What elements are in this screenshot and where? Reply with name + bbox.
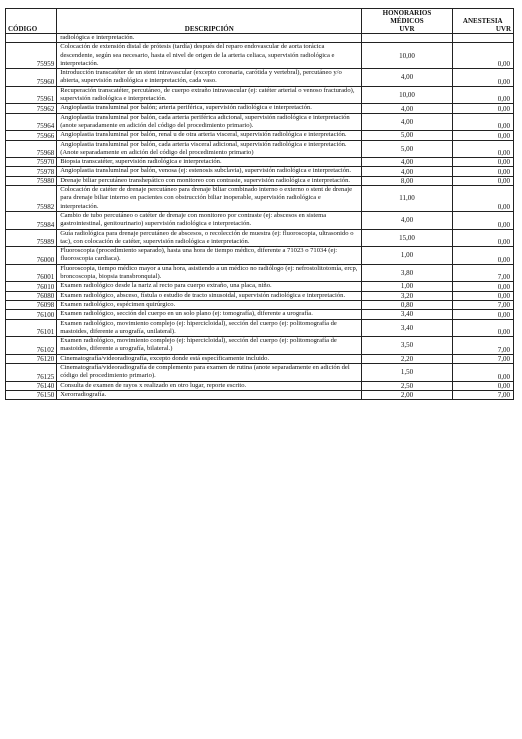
code-cell: 75960	[6, 69, 57, 87]
code-cell: 76001	[6, 264, 57, 282]
fees-cell: 5,00	[362, 131, 452, 140]
fees-cell: 2,00	[362, 390, 452, 399]
code-cell: 76080	[6, 291, 57, 300]
table-row	[6, 381, 514, 390]
anesthesia-cell	[452, 34, 513, 43]
fees-cell: 1,50	[362, 363, 452, 381]
table-row	[6, 300, 514, 309]
description-cell: Xerorradiografía.	[57, 390, 362, 399]
anesthesia-cell: 7,00	[452, 264, 513, 282]
code-cell: 76010	[6, 282, 57, 291]
anesthesia-cell: 0,00	[452, 167, 513, 176]
anesthesia-cell: 0,00	[452, 319, 513, 337]
description-cell: Cinematografía/videoradiografía de complemento para examen de rutina (anote separadamente en adición del código del procedimiento primario).	[57, 363, 362, 381]
table-row	[6, 43, 514, 69]
anesthesia-header: ANESTESIA	[452, 9, 513, 26]
fees-cell: 4,00	[362, 69, 452, 87]
table-row	[6, 282, 514, 291]
code-cell: 75970	[6, 158, 57, 167]
table-row	[6, 310, 514, 319]
fees-cell: 2,20	[362, 354, 452, 363]
code-cell: 76150	[6, 390, 57, 399]
description-cell: Examen radiológico, movimiento complejo (ej: hipercicloidal), sección del cuerpo (ej: politomografía de mastoides, diferente a urografía, unilateral).	[57, 319, 362, 337]
description-cell: Fluoroscopia, tiempo médico mayor a una hora, asistiendo a un médico no radiólogo (ej: nefrostolitotomía, ercp, broncoscopia, biopsia transbronquial).	[57, 264, 362, 282]
fees-cell: 0,80	[362, 300, 452, 309]
table-row	[6, 319, 514, 337]
table-row	[6, 158, 514, 167]
fee-schedule-sheet	[5, 8, 514, 400]
description-cell: Cinematografía/videoradiografía, excepto donde está específicamente incluido.	[57, 354, 362, 363]
table-row	[6, 337, 514, 355]
code-header-spacer	[6, 9, 57, 26]
code-cell: 76098	[6, 300, 57, 309]
code-cell: 76120	[6, 354, 57, 363]
fees-cell: 4,00	[362, 113, 452, 131]
anesthesia-cell: 7,00	[452, 390, 513, 399]
description-cell: Drenaje biliar percutáneo transhepático con monitoreo con contraste, supervisión radiológica e interpretación.	[57, 176, 362, 185]
anesthesia-cell: 0,00	[452, 310, 513, 319]
fees-header: HONORARIOS MÉDICOS	[362, 9, 452, 26]
table-row	[6, 104, 514, 113]
anesthesia-cell: 7,00	[452, 354, 513, 363]
code-cell: 76000	[6, 247, 57, 265]
anesthesia-cell: 7,00	[452, 300, 513, 309]
description-cell: Cambio de tubo percutáneo o catéter de drenaje con monitoreo por contraste (ej: abscesos en sistema gastrointestinal, genitourinario) supervisión radiológica e interpretación.	[57, 211, 362, 229]
anesthesia-cell: 0,00	[452, 363, 513, 381]
description-cell: Colocación de extensión distal de prótesis (tardía) después del reparo endovascular de aorta torácica descendente, según sea necesario, hasta el nivel de origen de la arteria celiaca, supervisión radiológica e interpretación.	[57, 43, 362, 69]
description-cell: Examen radiológico, absceso, fístula o estudio de tracto sinusoidal, supervisión radiológica e interpretación.	[57, 291, 362, 300]
table-row	[6, 86, 514, 104]
fees-cell: 1,00	[362, 247, 452, 265]
fees-cell: 2,50	[362, 381, 452, 390]
description-cell: Examen radiológico, sección del cuerpo en un solo plano (ej: tomografía), diferente a urografía.	[57, 310, 362, 319]
fee-schedule-table	[5, 8, 514, 400]
fees-cell: 1,00	[362, 282, 452, 291]
table-row	[6, 390, 514, 399]
fees-cell: 3,40	[362, 319, 452, 337]
description-cell: Guía radiológica para drenaje percutáneo de abscesos, o recolección de muestra (ej: fluoroscopia, ultrasonido o tac), con colocación de catéter, supervisión radiológica e interpretación.	[57, 229, 362, 247]
table-row	[6, 113, 514, 131]
description-cell: Fluoroscopia (procedimiento separado), hasta una hora de tiempo médico, diferente a 71023 o 71034 (ej: fluoroscopia cardiaca).	[57, 247, 362, 265]
code-cell: 75984	[6, 211, 57, 229]
description-cell: Angioplastia transluminal por balón, cada arteria periférica adicional, supervisión radiológica e interpretación (anote separadamente en adición del código del procedimiento primario).	[57, 113, 362, 131]
code-cell: 76101	[6, 319, 57, 337]
code-cell: 75961	[6, 86, 57, 104]
description-cell: Introducción transcatéter de un stent intravascular (excepto coronaria, carótida y vertebral), percutáneo y/o abierta, supervisión radiológica e interpretación, cada vaso.	[57, 69, 362, 87]
fees-cell: 10,00	[362, 43, 452, 69]
table-body	[6, 34, 514, 400]
description-cell: Angioplastia transluminal por balón, cada arteria visceral adicional, supervisión radiológica e interpretación. (Anote separadamente en adición del código del procedimiento primario)	[57, 140, 362, 158]
code-cell: 75989	[6, 229, 57, 247]
anesthesia-cell: 0,00	[452, 104, 513, 113]
description-cell: Recuperación transcatéter, percutáneo, de cuerpo extraño intravascular (ej: catéter arterial o venoso fracturado), supervisión radiológica e interpretación.	[57, 86, 362, 104]
description-cell: Angioplastia transluminal por balón; arteria periférica, supervisión radiológica e interpretación.	[57, 104, 362, 113]
description-cell: radiológica e interpretación.	[57, 34, 362, 43]
anesthesia-cell: 0,00	[452, 186, 513, 212]
fees-cell: 4,00	[362, 158, 452, 167]
code-cell: 76100	[6, 310, 57, 319]
code-cell: 75980	[6, 176, 57, 185]
table-row	[6, 69, 514, 87]
table-row	[6, 264, 514, 282]
fees-cell: 3,50	[362, 337, 452, 355]
table-row	[6, 354, 514, 363]
code-cell: 75959	[6, 43, 57, 69]
fees-cell: 3,40	[362, 310, 452, 319]
anesthesia-unit-header: UVR	[452, 25, 513, 34]
description-header-spacer	[57, 9, 362, 26]
description-cell: Colocación de catéter de drenaje percutáneo para drenaje biliar combinado interno o externo o stent de drenaje para drenaje biliar interno en pacientes con obstrucción biliar inoperable, supervisión radiológica e interpretación.	[57, 186, 362, 212]
description-cell: Examen radiológico desde la nariz al recto para cuerpo extraño, una placa, niño.	[57, 282, 362, 291]
table-row	[6, 247, 514, 265]
description-cell: Examen radiológico, espécimen quirúrgico.	[57, 300, 362, 309]
table-row	[6, 211, 514, 229]
code-cell: 76125	[6, 363, 57, 381]
table-row	[6, 140, 514, 158]
fees-cell: 5,00	[362, 140, 452, 158]
fees-cell: 4,00	[362, 167, 452, 176]
anesthesia-cell: 0,00	[452, 176, 513, 185]
table-row	[6, 229, 514, 247]
description-cell: Examen radiológico, movimiento complejo (ej: hipercicloidal), sección del cuerpo (ej: politomografía de mastoides, diferente a urografía, bilateral.)	[57, 337, 362, 355]
code-cell: 76140	[6, 381, 57, 390]
description-cell: Angioplastia transluminal por balón, renal u de otra arteria visceral, supervisión radiológica e interpretación.	[57, 131, 362, 140]
code-cell: 76102	[6, 337, 57, 355]
table-row	[6, 176, 514, 185]
table-row	[6, 167, 514, 176]
code-cell: 75964	[6, 113, 57, 131]
fees-cell	[362, 34, 452, 43]
code-cell	[6, 34, 57, 43]
table-row	[6, 131, 514, 140]
code-cell: 75982	[6, 186, 57, 212]
anesthesia-cell: 0,00	[452, 140, 513, 158]
fees-cell: 4,00	[362, 104, 452, 113]
anesthesia-cell: 0,00	[452, 229, 513, 247]
anesthesia-cell: 0,00	[452, 86, 513, 104]
table-row	[6, 186, 514, 212]
fees-cell: 15,00	[362, 229, 452, 247]
code-cell: 75978	[6, 167, 57, 176]
fees-cell: 11,00	[362, 186, 452, 212]
anesthesia-cell: 0,00	[452, 158, 513, 167]
anesthesia-cell: 0,00	[452, 381, 513, 390]
anesthesia-cell: 0,00	[452, 69, 513, 87]
fees-cell: 3,80	[362, 264, 452, 282]
anesthesia-cell: 0,00	[452, 43, 513, 69]
fees-cell: 10,00	[362, 86, 452, 104]
fees-cell: 8,00	[362, 176, 452, 185]
description-cell: Biopsia transcatéter, supervisión radiológica e interpretación.	[57, 158, 362, 167]
anesthesia-cell: 0,00	[452, 113, 513, 131]
table-row	[6, 291, 514, 300]
anesthesia-cell: 0,00	[452, 211, 513, 229]
anesthesia-cell: 0,00	[452, 282, 513, 291]
table-row	[6, 363, 514, 381]
code-cell: 75966	[6, 131, 57, 140]
anesthesia-cell: 0,00	[452, 247, 513, 265]
description-cell: Angioplastia transluminal por balón, venosa (ej: estenosis subclavia), supervisión radiológica e interpretación.	[57, 167, 362, 176]
code-cell: 75962	[6, 104, 57, 113]
fees-cell: 4,00	[362, 211, 452, 229]
code-cell: 75968	[6, 140, 57, 158]
fees-unit-header: UVR	[362, 25, 452, 34]
description-header: DESCRIPCIÓN	[57, 25, 362, 34]
anesthesia-cell: 0,00	[452, 291, 513, 300]
code-header: CÓDIGO	[6, 25, 57, 34]
table-row	[6, 34, 514, 43]
fees-cell: 3,20	[362, 291, 452, 300]
anesthesia-cell: 7,00	[452, 337, 513, 355]
anesthesia-cell: 0,00	[452, 131, 513, 140]
description-cell: Consulta de examen de rayos x realizado en otro lugar, reporte escrito.	[57, 381, 362, 390]
